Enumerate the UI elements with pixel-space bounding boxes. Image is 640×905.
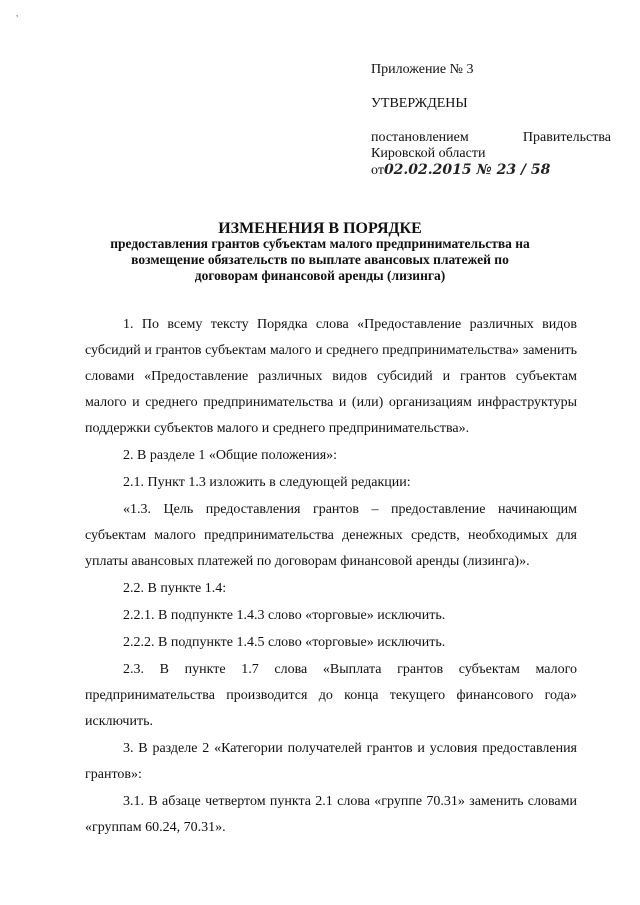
decree-block (371, 130, 611, 179)
document-title: ИЗМЕНЕНИЯ В ПОРЯДКЕ (218, 220, 422, 237)
document-body (85, 312, 577, 841)
paragraph-2-3: 2.3. В пункте 1.7 слова «Выплата грантов субъектам малого предпринимательства производится до конца текущего финансового года» исключить. (85, 662, 577, 729)
document-subtitle: предоставления грантов субъектам малого предпринимательства на возмещение обязательств по выплате авансовых платежей по договорам финансовой аренды (лизинга) (110, 236, 530, 283)
paragraph-3: 3. В разделе 2 «Категории получателей грантов и условия предоставления грантов»: (85, 741, 577, 782)
region-line: Кировской области (371, 146, 486, 161)
paragraph-2: 2. В разделе 1 «Общие положения»: (123, 448, 338, 463)
appendix-label: Приложение № 3 (371, 62, 474, 77)
paragraph-2-2: 2.2. В пункте 1.4: (123, 581, 227, 596)
paragraph-2-1: 2.1. Пункт 1.3 изложить в следующей редакции: (123, 475, 411, 490)
paragraph-quote: «1.3. Цель предоставления грантов – предоставление начинающим субъектам малого предпринимательства денежных средств, необходимых для уплаты авансовых платежей по договорам финансовой аренды (лизинга)». (85, 502, 577, 569)
paragraph-2-2-2: 2.2.2. В подпункте 1.4.5 слово «торговые» исключить. (123, 635, 446, 650)
date-line (371, 162, 611, 179)
government-word: Правительства (522, 130, 611, 145)
approved-label: УТВЕРЖДЕНЫ (371, 96, 468, 111)
from-label: от (371, 163, 384, 178)
scan-mark: , (16, 8, 19, 18)
paragraph-1: 1. По всему тексту Порядка слова «Предоставление различных видов субсидий и грантов субъектам малого и среднего предпринимательства» заменить словами «Предоставление различных видов субсидий и грантов субъектам малого и среднего предпринимательства и (или) организациям инфраструктуры поддержки субъектов малого и среднего предпринимательства». (85, 317, 577, 436)
handwritten-date-number: 02.02.2015 № 23 / 58 (383, 162, 551, 178)
paragraph-2-2-1: 2.2.1. В подпункте 1.4.3 слово «торговые» исключить. (123, 608, 446, 623)
decree-word: постановлением (371, 130, 469, 145)
decree-line (371, 130, 611, 146)
paragraph-3-1: 3.1. В абзаце четвертом пункта 2.1 слова «группе 70.31» заменить словами «группам 60.24, 70.31». (85, 794, 577, 835)
